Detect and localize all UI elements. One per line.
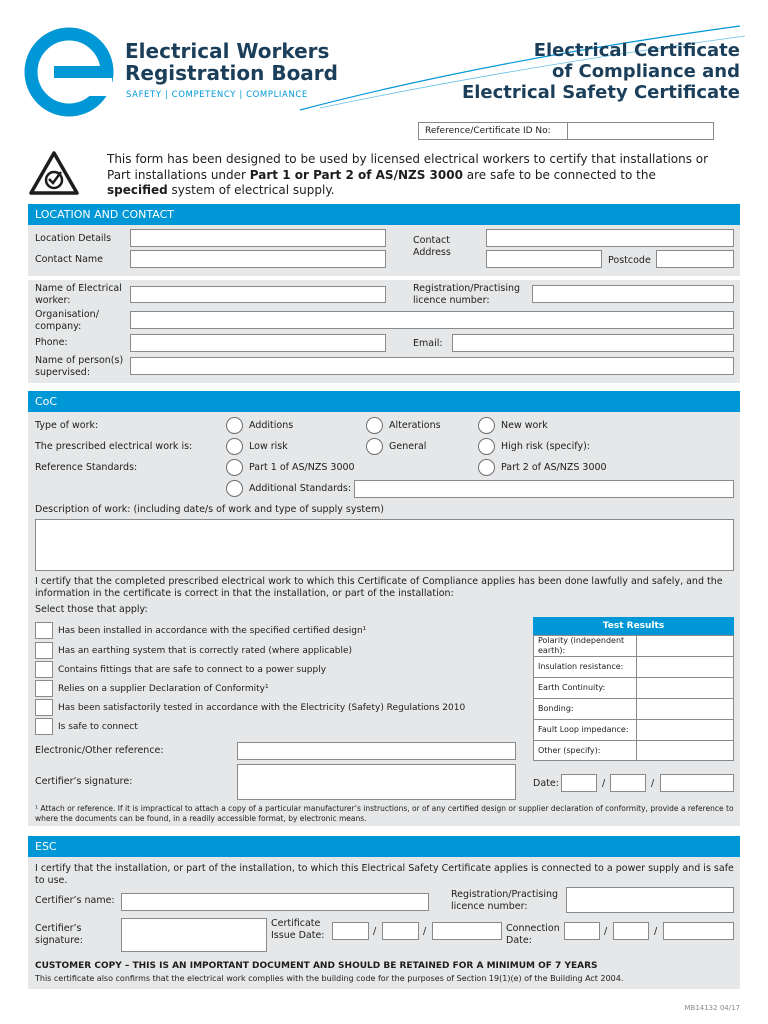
test-fault-loop-field[interactable] [637,720,733,740]
organisation-label: Organisation/ company: [35,309,99,332]
date-separator: / [602,778,606,789]
check-tested-label: Has been satisfactorily tested in accordance with the Electricity (Safety) Regulations 2010 [58,703,466,713]
part1-radio[interactable] [226,459,243,476]
contact-address-field-2[interactable] [486,250,602,268]
low-risk-label: Low risk [249,441,288,452]
esc-connection-date-day[interactable] [564,922,600,940]
date-separator: / [604,926,608,937]
test-insulation-field[interactable] [637,657,733,677]
check-certified-design-label: Has been installed in accordance with the specified certified design¹ [58,626,367,636]
safety-mark-icon [28,150,80,196]
contact-address-field-1[interactable] [486,229,734,247]
date-separator: / [423,926,427,937]
high-risk-radio[interactable] [478,438,495,455]
intro-text: This form has been designed to be used by licensed electrical workers to certify that installations or Part installations under Part 1 or Part 2 of AS/NZS 3000 are safe to be connected to the specified system of electrical supply. [107,152,709,197]
esc-section-heading: ESC [28,836,740,857]
phone-field[interactable] [130,334,386,352]
check-tested[interactable] [35,699,53,716]
alterations-label: Alterations [389,420,441,431]
date-separator: / [373,926,377,937]
reference-id-label: Reference/Certificate ID No: [418,122,568,140]
general-radio[interactable] [366,438,383,455]
general-label: General [389,441,427,452]
esc-certify-text: I certify that the installation, or part of the installation, to which this Electrical Safety Certificate applies is connected to a power supply and is safe to use. [35,863,734,886]
prescribed-work-label: The prescribed electrical work is: [35,441,193,452]
test-results-table [533,635,734,761]
org-name-line1: Electrical Workers [125,39,330,63]
coc-certify-text: I certify that the completed prescribed electrical work to which this Certificate of Compliance applies has been done lawfully and safely, and the information in the certificate is correct in that the installation, or part of the installation: [35,576,723,599]
esc-connection-date-label: Connection Date: [506,923,560,946]
title-line1: Electrical Certificate [533,40,740,61]
additions-radio[interactable] [226,417,243,434]
part2-radio[interactable] [478,459,495,476]
check-earthing-system-label: Has an earthing system that is correctly rated (where applicable) [58,646,352,656]
esc-signature-field[interactable] [121,918,267,952]
check-certified-design[interactable] [35,622,53,639]
electronic-reference-field[interactable] [237,742,516,760]
select-apply-label: Select those that apply: [35,604,148,615]
check-fittings-safe-label: Contains fittings that are safe to connect to a power supply [58,665,327,675]
new-work-label: New work [501,420,548,431]
esc-connection-date-year[interactable] [663,922,734,940]
contact-name-field[interactable] [130,250,386,268]
test-insulation-label: Insulation resistance: [538,662,624,671]
phone-label: Phone: [35,337,68,348]
esc-issue-date-day[interactable] [332,922,369,940]
location-details-field[interactable] [130,229,386,247]
email-field[interactable] [452,334,734,352]
org-tagline: SAFETY | COMPETENCY | COMPLIANCE [126,90,308,100]
additional-standards-label: Additional Standards: [249,483,352,494]
title-line2: of Compliance and [552,61,740,82]
coc-date-label: Date: [533,778,559,789]
postcode-field[interactable] [656,250,734,268]
worker-name-field[interactable] [130,286,386,303]
coc-signature-field[interactable] [237,764,516,800]
building-code-notice: This certificate also confirms that the electrical work complies with the building code for the purposes of Section 19(1)(e) of the Building Act 2004. [35,974,624,983]
coc-signature-label: Certifier’s signature: [35,776,133,787]
test-other-label: Other (specify): [538,746,601,755]
description-label: Description of work: (including date/s of work and type of supply system) [35,504,384,515]
registration-field[interactable] [532,285,734,303]
description-field[interactable] [35,519,734,571]
additional-standards-field[interactable] [354,480,734,498]
esc-signature-label: Certifier’s signature: [35,923,83,946]
test-earth-continuity-label: Earth Continuity: [538,683,606,692]
esc-certifier-name-field[interactable] [121,893,429,911]
location-details-label: Location Details [35,233,112,244]
contact-address-label: Contact Address [413,235,451,258]
ewrb-logo [24,26,114,118]
type-of-work-label: Type of work: [35,420,99,431]
customer-copy-notice: CUSTOMER COPY – THIS IS AN IMPORTANT DOCUMENT AND SHOULD BE RETAINED FOR A MINIMUM OF 7 YEARS [35,961,598,971]
organisation-field[interactable] [130,311,734,329]
form-code: MB14132 04/17 [684,1004,740,1012]
test-other-field[interactable] [637,741,733,760]
date-separator: / [651,778,655,789]
org-name-line2: Registration Board [125,61,338,85]
reference-standards-label: Reference Standards: [35,462,138,473]
coc-date-day[interactable] [561,774,597,792]
low-risk-radio[interactable] [226,438,243,455]
test-results-title: Test Results [533,617,734,635]
additional-standards-radio[interactable] [226,480,243,497]
contact-name-label: Contact Name [35,254,104,265]
test-earth-continuity-field[interactable] [637,678,733,698]
coc-section-heading: CoC [28,391,740,412]
email-label: Email: [413,338,443,349]
supervised-label: Name of person(s) supervised: [35,355,124,378]
electronic-reference-label: Electronic/Other reference: [35,745,164,756]
esc-certifier-name-label: Certifier’s name: [35,895,115,906]
check-safe-to-connect-label: Is safe to connect [58,722,138,732]
esc-connection-date-month[interactable] [613,922,649,940]
esc-issue-date-month[interactable] [382,922,419,940]
test-polarity-label: Polarity (independent earth): [538,636,625,655]
coc-date-year[interactable] [660,774,734,792]
postcode-label: Postcode [608,255,651,266]
coc-date-month[interactable] [610,774,646,792]
supervised-field[interactable] [130,357,734,375]
check-earthing-system[interactable] [35,642,53,659]
alterations-radio[interactable] [366,417,383,434]
location-section-heading: LOCATION AND CONTACT [28,204,740,225]
part2-label: Part 2 of AS/NZS 3000 [501,462,607,473]
check-supplier-declaration-label: Relies on a supplier Declaration of Conformity¹ [58,684,269,694]
esc-registration-field[interactable] [566,887,734,913]
additions-label: Additions [249,420,294,431]
part1-label: Part 1 of AS/NZS 3000 [249,462,355,473]
check-safe-to-connect[interactable] [35,718,53,735]
check-supplier-declaration[interactable] [35,680,53,697]
esc-registration-label: Registration/Practising licence number: [451,889,559,912]
test-bonding-label: Bonding: [538,704,574,713]
reference-id-field[interactable] [567,122,714,140]
new-work-radio[interactable] [478,417,495,434]
test-fault-loop-label: Fault Loop impedance: [538,725,629,734]
high-risk-label: High risk (specify): [501,441,590,452]
esc-issue-date-year[interactable] [432,922,502,940]
test-bonding-field[interactable] [637,699,733,719]
date-separator: / [654,926,658,937]
test-polarity-field[interactable] [637,636,733,656]
worker-name-label: Name of Electrical worker: [35,283,122,306]
coc-footnote: ¹ Attach or reference. If it is impractical to attach a copy of a particular manufacturer’s instructions, or of any certified design or supplier declaration of conformity, provide a reference to where the documents can be found, in a readily accessible format, by electronic means. [35,804,734,823]
esc-issue-date-label: Certificate Issue Date: [271,918,325,941]
registration-label: Registration/Practising licence number: [413,283,521,306]
check-fittings-safe[interactable] [35,661,53,678]
title-line3: Electrical Safety Certificate [461,82,740,103]
